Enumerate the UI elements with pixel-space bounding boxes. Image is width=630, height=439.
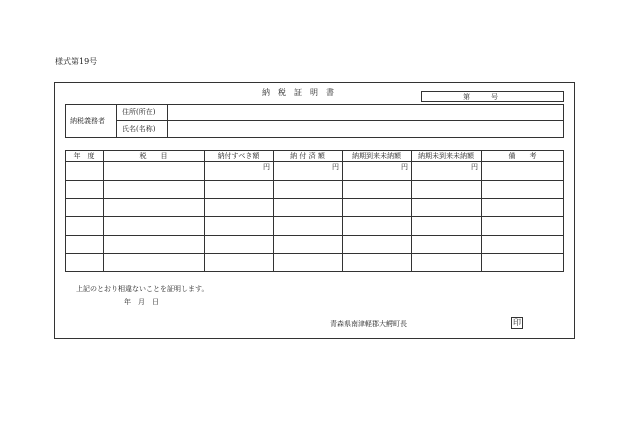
yen-unit: 円 — [471, 163, 478, 171]
name-field[interactable] — [168, 121, 563, 137]
header-amount-due: 納付すべき額 — [217, 152, 260, 160]
certification-statement: 上記のとおり相違ないことを証明します。 — [76, 285, 209, 293]
row-divider — [65, 216, 564, 217]
header-not-yet-due-unpaid: 納期未到来未納額 — [418, 152, 474, 160]
header-overdue-unpaid: 納期到来未納額 — [352, 152, 401, 160]
yen-unit: 円 — [332, 163, 339, 171]
row-divider — [65, 235, 564, 236]
header-row-divider — [65, 161, 564, 162]
issue-date: 年 月 日 — [124, 298, 159, 306]
name-label: 氏名(名称) — [122, 125, 156, 133]
taxpayer-label: 納税義務者 — [70, 117, 105, 125]
issuer-title: 青森県南津軽郡大鰐町長 — [330, 320, 407, 328]
header-fiscal-year: 年 度 — [73, 152, 95, 160]
taxpayer-divider — [116, 104, 117, 138]
row-divider — [65, 180, 564, 181]
row-divider — [65, 253, 564, 254]
address-label: 住所(所在) — [122, 108, 156, 116]
form-number: 様式第19号 — [55, 57, 98, 66]
header-tax-item: 税 目 — [139, 152, 168, 160]
header-amount-paid: 納 付 済 額 — [290, 152, 325, 160]
seal-mark: 印 — [513, 318, 521, 327]
address-field[interactable] — [168, 105, 563, 120]
header-remarks: 備 考 — [508, 152, 537, 160]
document-title: 納 税 証 明 書 — [262, 88, 334, 97]
row-divider — [65, 198, 564, 199]
certificate-number-label: 第 号 — [463, 93, 498, 101]
yen-unit: 円 — [401, 163, 408, 171]
yen-unit: 円 — [263, 163, 270, 171]
